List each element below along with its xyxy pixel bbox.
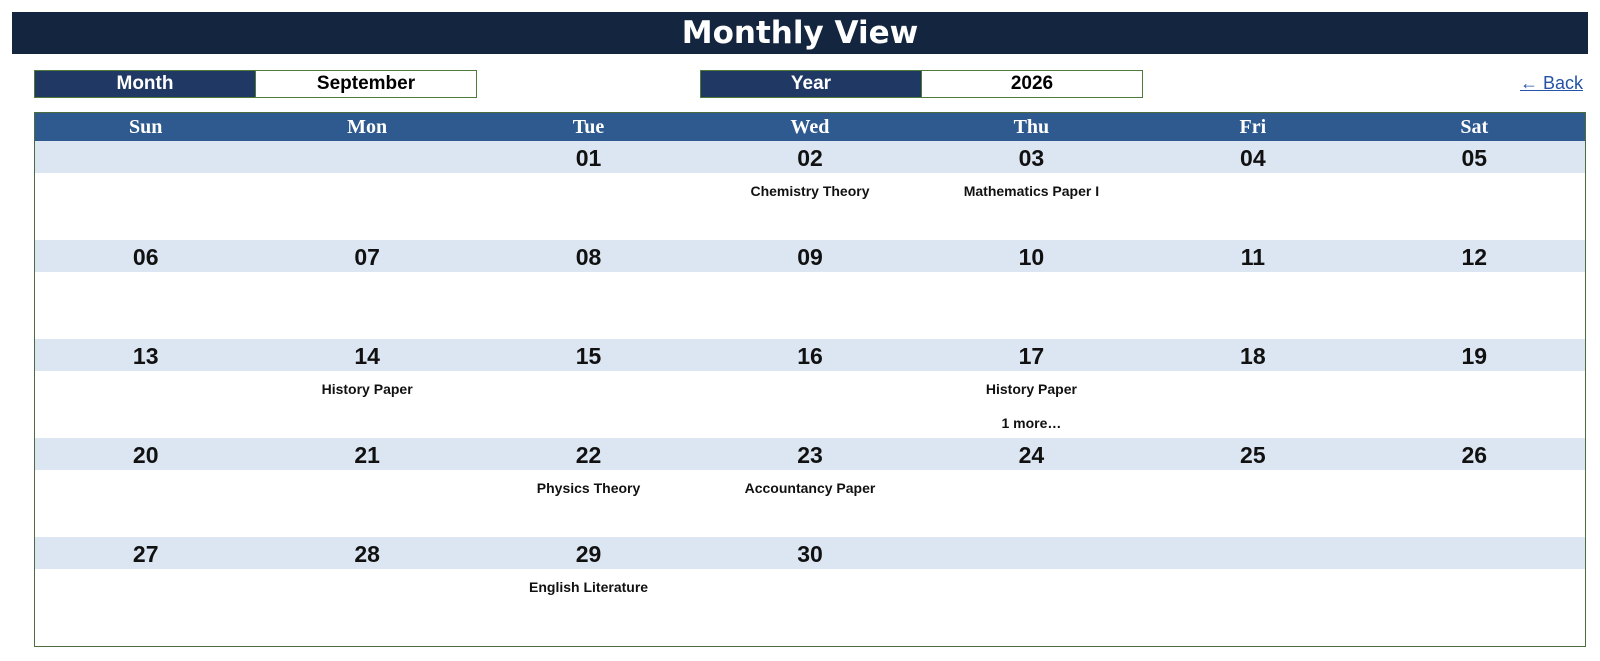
day-number <box>35 145 256 171</box>
day-number: 29 <box>575 541 602 567</box>
event-item[interactable]: Chemistry Theory <box>750 183 870 199</box>
calendar-grid <box>34 112 1586 647</box>
day-cell[interactable] <box>699 240 920 341</box>
day-number: 11 <box>1240 244 1266 270</box>
day-number: 26 <box>1461 442 1488 468</box>
more-events-link[interactable]: 1 more… <box>1001 415 1062 431</box>
day-cell[interactable] <box>699 537 920 638</box>
weekday-sun: Sun <box>129 116 163 138</box>
day-number: 18 <box>1240 343 1266 369</box>
day-number <box>921 541 1142 567</box>
calendar-week <box>35 141 1585 242</box>
day-number: 24 <box>1018 442 1045 468</box>
calendar-week <box>35 537 1585 638</box>
day-number <box>1364 541 1585 567</box>
event-item[interactable]: Physics Theory <box>536 480 641 496</box>
day-cell <box>921 537 1142 638</box>
day-number: 22 <box>575 442 602 468</box>
day-number: 30 <box>797 541 823 567</box>
month-field[interactable]: September <box>256 70 477 98</box>
weekday-fri: Fri <box>1239 116 1267 138</box>
calendar-week <box>35 438 1585 539</box>
day-cell <box>35 141 256 242</box>
month-label: Month <box>34 70 256 98</box>
day-cell[interactable] <box>1142 438 1363 539</box>
day-number <box>1142 541 1363 567</box>
day-cell[interactable] <box>478 240 699 341</box>
event-item[interactable]: English Literature <box>529 579 649 595</box>
day-cell[interactable] <box>699 438 920 539</box>
weekday-wed: Wed <box>790 116 830 138</box>
day-cell[interactable] <box>921 438 1142 539</box>
day-number: 13 <box>132 343 159 369</box>
year-selector <box>700 70 1143 98</box>
event-item[interactable]: History Paper <box>985 381 1077 397</box>
day-number: 15 <box>575 343 602 369</box>
day-cell[interactable] <box>478 141 699 242</box>
calendar-week <box>35 240 1585 341</box>
event-item[interactable]: Mathematics Paper I <box>963 183 1100 199</box>
weekday-mon: Mon <box>347 116 388 138</box>
weekday-tue: Tue <box>572 116 605 138</box>
day-cell[interactable] <box>256 537 477 638</box>
weekday-thu: Thu <box>1013 116 1050 138</box>
day-cell[interactable] <box>921 339 1142 440</box>
day-cell[interactable] <box>699 339 920 440</box>
day-number: 21 <box>354 442 380 468</box>
day-cell[interactable] <box>478 339 699 440</box>
weekday-sat: Sat <box>1460 116 1489 138</box>
day-cell[interactable] <box>1364 240 1585 341</box>
day-cell <box>1364 537 1585 638</box>
year-label: Year <box>700 70 922 98</box>
day-cell[interactable] <box>1142 240 1363 341</box>
day-cell <box>256 141 477 242</box>
day-number: 03 <box>1018 145 1045 171</box>
day-number: 19 <box>1461 343 1488 369</box>
day-cell[interactable] <box>1364 339 1585 440</box>
day-number: 01 <box>575 145 602 171</box>
back-link[interactable]: ← Back <box>1519 73 1583 93</box>
day-cell[interactable] <box>921 141 1142 242</box>
day-number: 14 <box>354 343 380 369</box>
day-number: 10 <box>1018 244 1045 270</box>
day-number: 28 <box>354 541 380 567</box>
day-number: 27 <box>132 541 159 567</box>
day-number: 07 <box>354 244 380 270</box>
day-number: 09 <box>797 244 823 270</box>
calendar-week <box>35 339 1585 440</box>
day-number: 23 <box>797 442 823 468</box>
year-field[interactable]: 2026 <box>922 70 1143 98</box>
day-number: 08 <box>575 244 602 270</box>
day-cell[interactable] <box>921 240 1142 341</box>
day-cell[interactable] <box>256 339 477 440</box>
day-cell[interactable] <box>1364 141 1585 242</box>
day-cell[interactable] <box>35 339 256 440</box>
page-title: Monthly View <box>12 12 1588 54</box>
day-number: 17 <box>1018 343 1045 369</box>
day-cell[interactable] <box>478 537 699 638</box>
day-cell[interactable] <box>1364 438 1585 539</box>
month-selector <box>34 70 477 98</box>
day-number: 02 <box>797 145 823 171</box>
day-number: 20 <box>132 442 159 468</box>
day-cell[interactable] <box>35 537 256 638</box>
day-cell[interactable] <box>35 240 256 341</box>
day-number: 04 <box>1240 145 1266 171</box>
day-number: 06 <box>132 244 159 270</box>
day-number <box>256 145 477 171</box>
day-cell[interactable] <box>478 438 699 539</box>
day-number: 16 <box>797 343 823 369</box>
day-cell[interactable] <box>699 141 920 242</box>
day-cell[interactable] <box>1142 141 1363 242</box>
day-cell <box>1142 537 1363 638</box>
event-item[interactable]: Accountancy Paper <box>744 480 876 496</box>
weekday-header <box>35 113 1585 142</box>
day-number: 05 <box>1461 145 1488 171</box>
day-cell[interactable] <box>1142 339 1363 440</box>
day-number: 25 <box>1240 442 1266 468</box>
day-number: 12 <box>1461 244 1488 270</box>
day-cell[interactable] <box>256 240 477 341</box>
day-cell[interactable] <box>35 438 256 539</box>
event-item[interactable]: History Paper <box>321 381 413 397</box>
day-cell[interactable] <box>256 438 477 539</box>
